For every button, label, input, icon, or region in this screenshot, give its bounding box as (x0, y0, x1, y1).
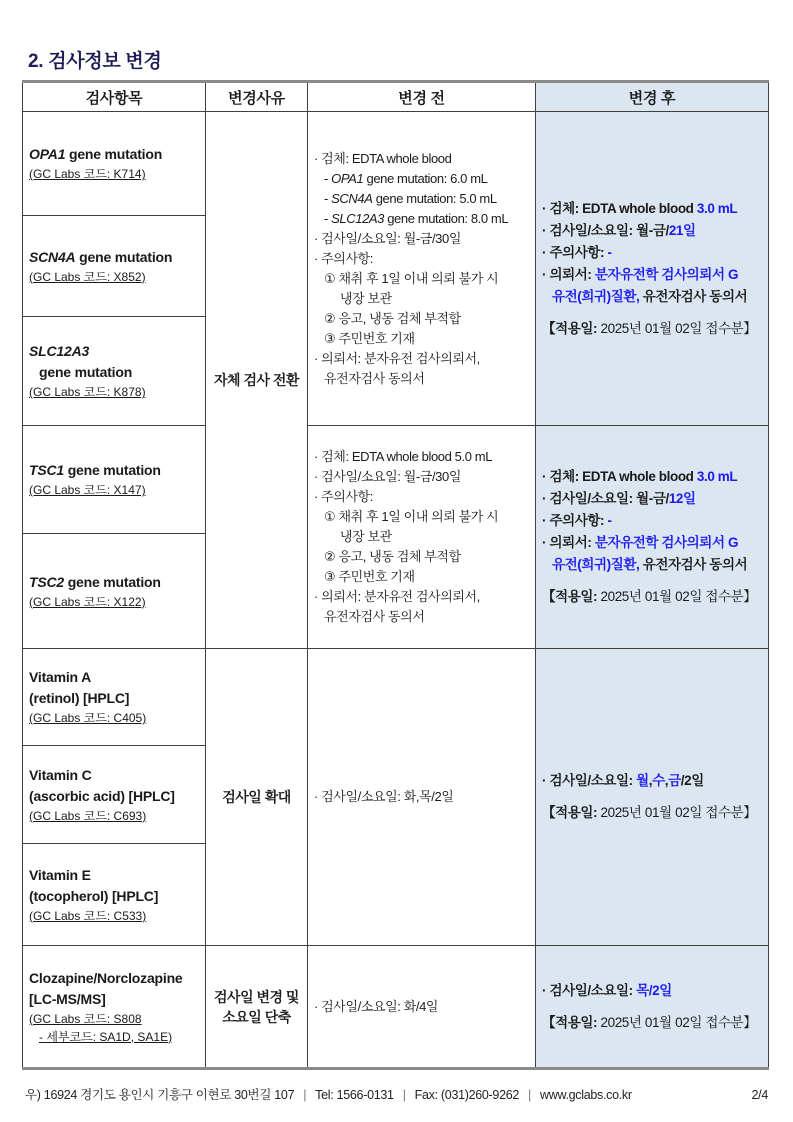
table-row (23, 112, 769, 216)
test-item-opa1: OPA1 gene mutation (GC Labs 코드: K714) (23, 112, 206, 216)
header-change-reason: 변경사유 (206, 82, 308, 112)
table-row (23, 946, 769, 1069)
test-item-vitamin-c: Vitamin C (ascorbic acid) [HPLC] (GC Labs 코드: C693) (23, 746, 206, 844)
table-row (23, 649, 769, 746)
test-item-scn4a: SCN4A gene mutation (GC Labs 코드: X852) (23, 216, 206, 317)
test-item-clozapine: Clozapine/Norclozapine [LC-MS/MS] (GC Labs 코드: S808 - 세부코드: SA1D, SA1E) (23, 946, 206, 1069)
test-item-vitamin-e: Vitamin E (tocopherol) [HPLC] (GC Labs 코드: C533) (23, 844, 206, 946)
footer-fax: Fax: (031)260-9262 (414, 1088, 520, 1102)
change-info-table (22, 80, 769, 1070)
test-item-slc12a3: SLC12A3 gene mutation (GC Labs 코드: K878) (23, 317, 206, 426)
footer-website: www.gclabs.co.kr (539, 1088, 632, 1102)
before-genes-abc: · 검체: EDTA whole blood - OPA1 gene mutation: 6.0 mL - SCN4A gene mutation: 5.0 mL - SLC12A3 gene mutation: 8.0 mL · 검사일/소요일: 월-금/30일 · 주의사항: ① 채취 후 1일 이내 의뢰 불가 시 냉장 보관 ② 응고, 냉동 검체 부적합 ③ 주민번호 기재 · 의뢰서: 분자유전 검사의뢰서, 유전자검사 동의서 (308, 112, 536, 426)
after-vitamins: · 검사일/소요일: 월,수,금/2일 【적용일: 2025년 01월 02일 접수분】 (536, 649, 769, 946)
page-number: 2/4 (751, 1088, 768, 1102)
reason-self-test-conversion: 자체 검사 전환 (206, 112, 308, 649)
footer-contact-info (25, 1085, 632, 1103)
after-genes-abc: · 검체: EDTA whole blood 3.0 mL · 검사일/소요일: 월-금/21일 · 주의사항: - · 의뢰서: 분자유전학 검사의뢰서 G 유전(희귀)질환, 유전자검사 동의서 【적용일: 2025년 01월 02일 접수분】 (536, 112, 769, 426)
after-tsc: · 검체: EDTA whole blood 3.0 mL · 검사일/소요일: 월-금/12일 · 주의사항: - · 의뢰서: 분자유전학 검사의뢰서 G 유전(희귀)질환, 유전자검사 동의서 【적용일: 2025년 01월 02일 접수분】 (536, 426, 769, 649)
after-clozapine: · 검사일/소요일: 목/2일 【적용일: 2025년 01월 02일 접수분】 (536, 946, 769, 1069)
reason-test-day-change: 검사일 변경 및 소요일 단축 (206, 946, 308, 1069)
before-vitamins: · 검사일/소요일: 화,목/2일 (308, 649, 536, 946)
reason-test-day-expansion: 검사일 확대 (206, 649, 308, 946)
footer-address: 우) 16924 경기도 용인시 기흥구 이현로 30번길 107 (25, 1088, 295, 1102)
table-row (23, 426, 769, 534)
test-item-vitamin-a: Vitamin A (retinol) [HPLC] (GC Labs 코드: C405) (23, 649, 206, 746)
footer-separator: | (528, 1088, 531, 1102)
before-clozapine: · 검사일/소요일: 화/4일 (308, 946, 536, 1069)
before-tsc: · 검체: EDTA whole blood 5.0 mL · 검사일/소요일: 월-금/30일 · 주의사항: ① 채취 후 1일 이내 의뢰 불가 시 냉장 보관 ② 응고, 냉동 검체 부적합 ③ 주민번호 기재 · 의뢰서: 분자유전 검사의뢰서, 유전자검사 동의서 (308, 426, 536, 649)
header-before-change: 변경 전 (308, 82, 536, 112)
test-item-tsc2: TSC2 gene mutation (GC Labs 코드: X122) (23, 534, 206, 649)
footer-separator: | (402, 1088, 406, 1102)
page-footer (25, 1085, 768, 1103)
table-header-row (23, 82, 769, 112)
page-title: 2. 검사정보 변경 (28, 51, 162, 72)
header-test-item: 검사항목 (23, 82, 206, 112)
footer-tel: Tel: 1566-0131 (315, 1088, 394, 1102)
test-item-tsc1: TSC1 gene mutation (GC Labs 코드: X147) (23, 426, 206, 534)
header-after-change: 변경 후 (536, 82, 769, 112)
footer-separator: | (303, 1088, 307, 1102)
